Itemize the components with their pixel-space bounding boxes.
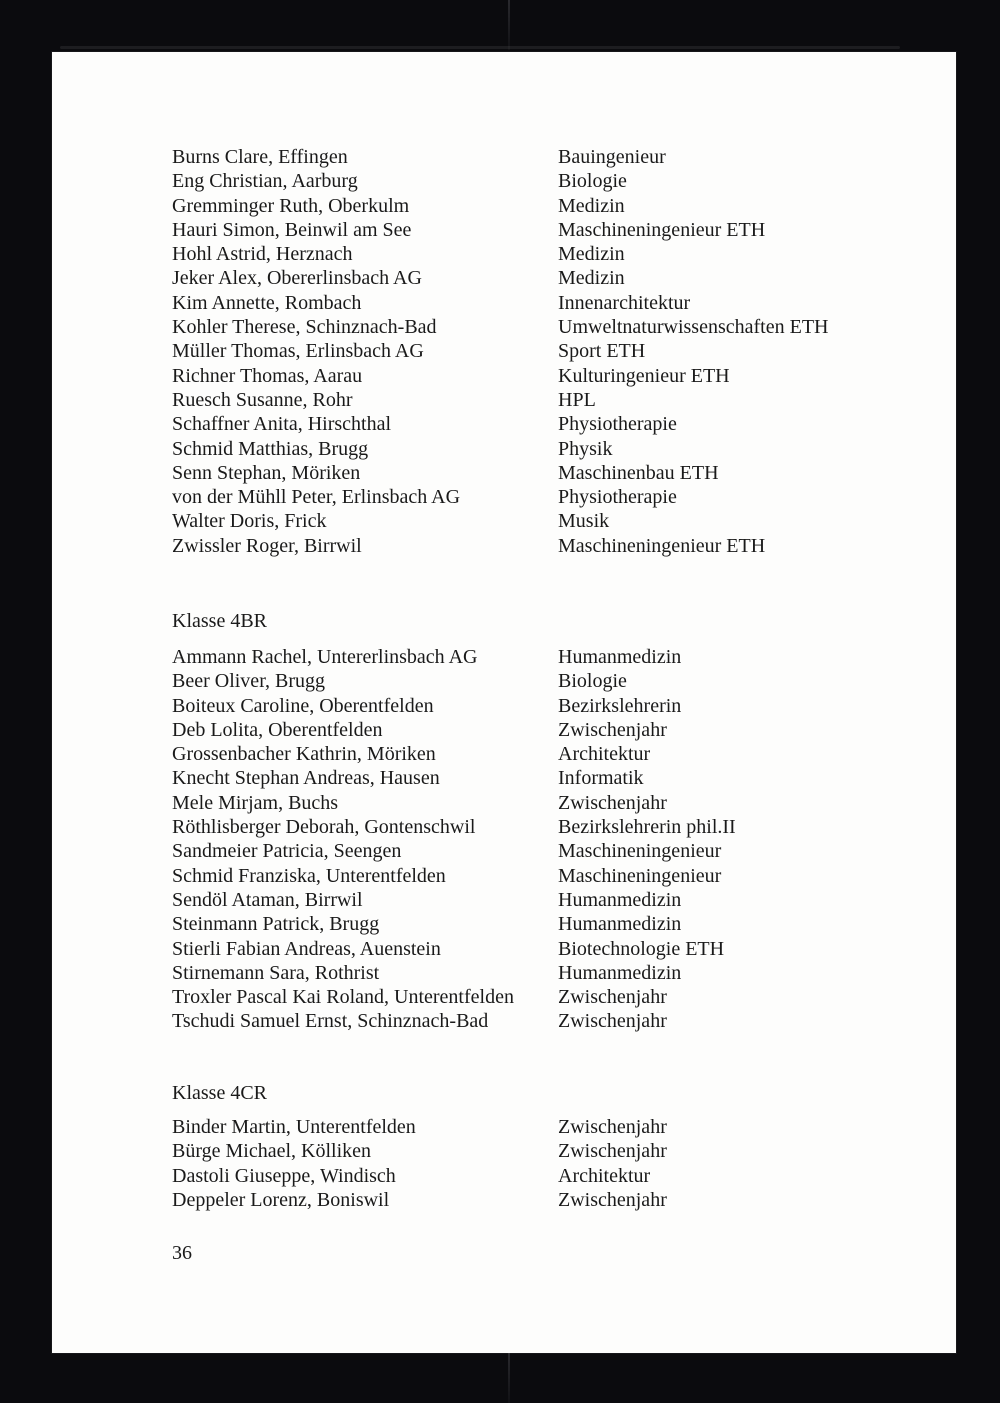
student-name: Schmid Matthias, Brugg — [172, 437, 369, 460]
roster-section-4br — [172, 645, 932, 1034]
student-name: Zwissler Roger, Birrwil — [172, 534, 362, 557]
student-row — [172, 145, 932, 169]
student-subject: Informatik — [558, 767, 644, 790]
student-row — [172, 961, 932, 985]
student-name: Binder Martin, Unterentfelden — [172, 1116, 416, 1138]
student-row — [172, 485, 932, 509]
student-row — [172, 509, 932, 533]
student-name: Bürge Michael, Kölliken — [172, 1140, 372, 1163]
student-subject: Biologie — [558, 670, 627, 693]
student-row — [172, 194, 932, 218]
student-name: Walter Doris, Frick — [172, 510, 327, 533]
student-row — [172, 412, 932, 436]
student-row — [172, 437, 932, 461]
student-name: Schmid Franziska, Unterentfelden — [172, 864, 446, 887]
student-row — [172, 742, 932, 766]
student-row — [172, 766, 932, 790]
student-row — [172, 1139, 932, 1163]
student-subject: Kulturingenieur ETH — [558, 364, 730, 387]
roster-section-4cr — [172, 1115, 932, 1212]
student-name: Müller Thomas, Erlinsbach AG — [172, 340, 424, 363]
student-subject: Innenarchitektur — [558, 291, 691, 314]
roster-section-continued — [172, 145, 932, 558]
student-subject: Medizin — [558, 267, 625, 290]
student-row — [172, 388, 932, 412]
student-subject: Zwischenjahr — [558, 791, 667, 814]
student-subject: Zwischenjahr — [558, 1140, 667, 1163]
student-name: Sendöl Ataman, Birrwil — [172, 888, 363, 911]
student-row — [172, 645, 932, 669]
student-subject: Maschinenbau ETH — [558, 461, 719, 484]
student-row — [172, 1009, 932, 1033]
student-subject: Zwischenjahr — [558, 1116, 667, 1138]
student-row — [172, 839, 932, 863]
student-row — [172, 864, 932, 888]
student-subject: Humanmedizin — [558, 646, 682, 668]
student-subject: Bauingenieur — [558, 146, 666, 168]
student-name: Beer Oliver, Brugg — [172, 670, 326, 693]
student-name: Grossenbacher Kathrin, Möriken — [172, 743, 436, 766]
student-subject: Sport ETH — [558, 340, 646, 363]
student-row — [172, 985, 932, 1009]
student-row — [172, 1188, 932, 1212]
student-name: Kim Annette, Rombach — [172, 291, 362, 314]
student-subject: Architektur — [558, 1164, 651, 1187]
page-number: 36 — [172, 1242, 192, 1264]
student-name: Senn Stephan, Möriken — [172, 461, 361, 484]
student-row — [172, 815, 932, 839]
student-row — [172, 291, 932, 315]
student-subject: Maschineningenieur ETH — [558, 534, 766, 557]
book-gutter-seam-bottom — [508, 1353, 510, 1403]
student-name: Jeker Alex, Obererlinsbach AG — [172, 267, 422, 290]
student-name: Deb Lolita, Oberentfelden — [172, 718, 383, 741]
student-subject: Humanmedizin — [558, 913, 682, 936]
student-name: Ammann Rachel, Untererlinsbach AG — [172, 646, 478, 668]
student-subject: Bezirkslehrerin phil.II — [558, 816, 736, 839]
student-name: Burns Clare, Effingen — [172, 146, 348, 168]
student-name: von der Mühll Peter, Erlinsbach AG — [172, 486, 461, 509]
student-subject: Medizin — [558, 194, 625, 217]
student-name: Stierli Fabian Andreas, Auenstein — [172, 937, 441, 960]
student-subject: Humanmedizin — [558, 888, 682, 911]
book-gutter-seam-top — [508, 0, 510, 50]
student-row — [172, 888, 932, 912]
student-subject: Maschineningenieur — [558, 840, 722, 863]
student-name: Röthlisberger Deborah, Gontenschwil — [172, 816, 476, 839]
student-name: Stirnemann Sara, Rothrist — [172, 961, 380, 984]
student-name: Eng Christian, Aarburg — [172, 170, 358, 193]
student-subject: Medizin — [558, 243, 625, 266]
student-row — [172, 912, 932, 936]
student-subject: Maschineningenieur ETH — [558, 218, 766, 241]
student-subject: Zwischenjahr — [558, 718, 667, 741]
student-subject: Musik — [558, 510, 610, 533]
student-row — [172, 266, 932, 290]
student-subject: Humanmedizin — [558, 961, 682, 984]
student-row — [172, 461, 932, 485]
student-subject: Zwischenjahr — [558, 1188, 667, 1211]
student-subject: Zwischenjahr — [558, 986, 667, 1009]
student-row — [172, 169, 932, 193]
student-name: Dastoli Giuseppe, Windisch — [172, 1164, 396, 1187]
student-row — [172, 669, 932, 693]
student-row — [172, 694, 932, 718]
student-name: Richner Thomas, Aarau — [172, 364, 363, 387]
student-name: Kohler Therese, Schinznach-Bad — [172, 316, 437, 339]
student-row — [172, 791, 932, 815]
student-name: Gremminger Ruth, Oberkulm — [172, 194, 410, 217]
student-subject: Physiotherapie — [558, 413, 677, 436]
student-subject: Umweltnaturwissenschaften ETH — [558, 316, 829, 339]
student-row — [172, 1164, 932, 1188]
student-subject: Physik — [558, 437, 613, 460]
student-name: Deppeler Lorenz, Boniswil — [172, 1188, 390, 1211]
student-subject: Architektur — [558, 743, 651, 766]
student-subject: Biologie — [558, 170, 627, 193]
student-subject: HPL — [558, 388, 596, 411]
section-header-klasse-4br: Klasse 4BR — [172, 610, 267, 632]
student-row — [172, 718, 932, 742]
student-subject: Zwischenjahr — [558, 1010, 667, 1033]
section-header-klasse-4cr: Klasse 4CR — [172, 1082, 267, 1104]
student-name: Hauri Simon, Beinwil am See — [172, 218, 412, 241]
student-row — [172, 534, 932, 558]
student-name: Schaffner Anita, Hirschthal — [172, 413, 392, 436]
student-name: Mele Mirjam, Buchs — [172, 791, 339, 814]
student-row — [172, 339, 932, 363]
student-name: Steinmann Patrick, Brugg — [172, 913, 380, 936]
student-name: Ruesch Susanne, Rohr — [172, 388, 353, 411]
student-row — [172, 315, 932, 339]
page-edge-artifact — [60, 46, 900, 49]
student-row — [172, 937, 932, 961]
student-subject: Bezirkslehrerin — [558, 694, 682, 717]
student-name: Boiteux Caroline, Oberentfelden — [172, 694, 434, 717]
student-subject: Maschineningenieur — [558, 864, 722, 887]
student-name: Sandmeier Patricia, Seengen — [172, 840, 402, 863]
student-row — [172, 364, 932, 388]
student-subject: Physiotherapie — [558, 486, 677, 509]
student-name: Troxler Pascal Kai Roland, Unterentfelden — [172, 986, 514, 1009]
student-row — [172, 218, 932, 242]
student-row — [172, 242, 932, 266]
student-row — [172, 1115, 932, 1139]
student-name: Hohl Astrid, Herznach — [172, 243, 353, 266]
document-page — [52, 52, 956, 1353]
student-subject: Biotechnologie ETH — [558, 937, 725, 960]
student-name: Tschudi Samuel Ernst, Schinznach-Bad — [172, 1010, 489, 1033]
student-name: Knecht Stephan Andreas, Hausen — [172, 767, 440, 790]
